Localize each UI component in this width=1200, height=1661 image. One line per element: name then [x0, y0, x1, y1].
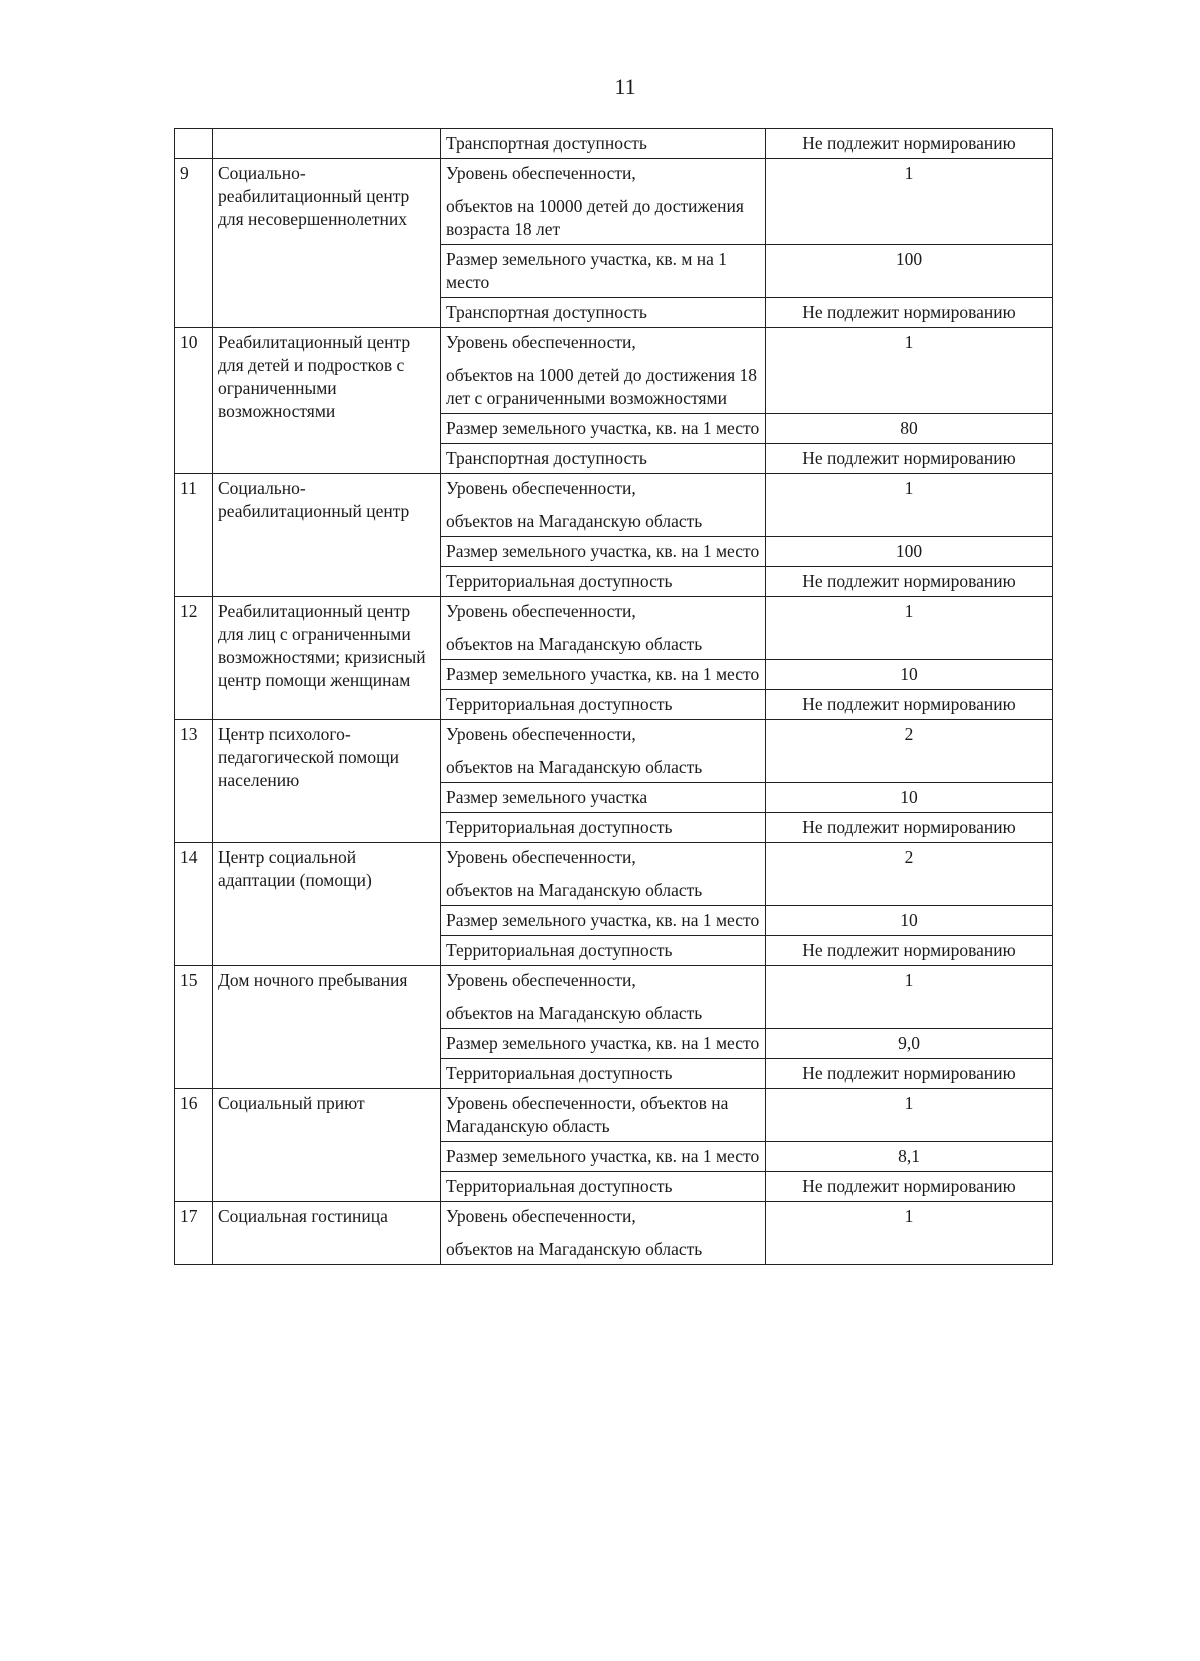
value-cell: Не подлежит нормированию	[766, 567, 1053, 597]
value-cell: Не подлежит нормированию	[766, 936, 1053, 966]
indicator-cell	[441, 1089, 766, 1142]
facility-name-cell: Реабилитационный центр для лиц с ограниченными возможностями; кризисный центр помощи женщинам	[213, 597, 441, 720]
value-cell: Не подлежит нормированию	[766, 813, 1053, 843]
value-cell: 1	[766, 966, 1053, 1029]
indicator-unit-label: объектов на Магаданскую область	[446, 1239, 703, 1259]
indicator-label: Территориальная доступность	[446, 1176, 673, 1196]
indicator-cell	[441, 328, 766, 414]
indicator-unit-label: объектов на Магаданскую область	[446, 634, 703, 654]
indicator-label: Размер земельного участка, кв. на 1 место	[446, 541, 760, 561]
indicator-label: Территориальная доступность	[446, 1063, 673, 1083]
row-number-cell: 11	[175, 474, 213, 597]
value-cell: Не подлежит нормированию	[766, 444, 1053, 474]
value-cell: Не подлежит нормированию	[766, 129, 1053, 159]
indicator-cell	[441, 1172, 766, 1202]
indicator-label: Размер земельного участка, кв. м на 1 место	[446, 249, 728, 292]
row-number-cell: 9	[175, 159, 213, 328]
indicator-label: Уровень обеспеченности,	[446, 1206, 636, 1226]
indicator-unit-label: объектов на 10000 детей до достижения возраста 18 лет	[446, 196, 744, 239]
value-cell: 100	[766, 537, 1053, 567]
indicator-label: Уровень обеспеченности,	[446, 847, 636, 867]
indicator-label: Уровень обеспеченности,	[446, 163, 636, 183]
value-cell: Не подлежит нормированию	[766, 298, 1053, 328]
row-number-cell: 12	[175, 597, 213, 720]
row-number-cell: 10	[175, 328, 213, 474]
row-number-cell: 16	[175, 1089, 213, 1202]
value-cell: 2	[766, 843, 1053, 906]
indicator-unit-label: объектов на Магаданскую область	[446, 757, 703, 777]
indicator-cell	[441, 1059, 766, 1089]
facility-name-cell: Социально-реабилитационный центр	[213, 474, 441, 597]
indicator-label: Территориальная доступность	[446, 817, 673, 837]
indicator-cell	[441, 843, 766, 906]
indicator-label: Уровень обеспеченности,	[446, 724, 636, 744]
indicator-cell	[441, 444, 766, 474]
indicator-cell	[441, 537, 766, 567]
indicator-cell	[441, 298, 766, 328]
facility-name-cell: Социальная гостиница	[213, 1202, 441, 1265]
facility-name-cell: Дом ночного пребывания	[213, 966, 441, 1089]
table-row	[175, 843, 1053, 906]
value-cell: 9,0	[766, 1029, 1053, 1059]
indicator-cell	[441, 720, 766, 783]
table-row	[175, 1202, 1053, 1265]
facility-name-cell: Социально-реабилитационный центр для несовершеннолетних	[213, 159, 441, 328]
indicator-label: Транспортная доступность	[446, 302, 647, 322]
table-row	[175, 474, 1053, 537]
indicator-label: Размер земельного участка, кв. на 1 место	[446, 1033, 760, 1053]
table-row	[175, 1089, 1053, 1142]
indicator-cell	[441, 966, 766, 1029]
indicator-label: Уровень обеспеченности,	[446, 601, 636, 621]
value-cell: 2	[766, 720, 1053, 783]
value-cell: 8,1	[766, 1142, 1053, 1172]
indicator-cell	[441, 159, 766, 245]
table-row-continuation	[175, 129, 1053, 159]
indicator-unit-label: объектов на 1000 детей до достижения 18 лет с ограниченными возможностями	[446, 365, 758, 408]
facility-name-cell: Центр социальной адаптации (помощи)	[213, 843, 441, 966]
indicator-unit-label: объектов на Магаданскую область	[446, 511, 703, 531]
indicator-label: Территориальная доступность	[446, 694, 673, 714]
value-cell: 10	[766, 660, 1053, 690]
indicator-cell	[441, 690, 766, 720]
indicator-cell	[441, 414, 766, 444]
indicator-label: Уровень обеспеченности, объектов на Магаданскую область	[446, 1093, 729, 1136]
indicator-label: Территориальная доступность	[446, 940, 673, 960]
indicator-label: Территориальная доступность	[446, 571, 673, 591]
table-row	[175, 966, 1053, 1029]
facility-name-cell: Реабилитационный центр для детей и подростков с ограниченными возможностями	[213, 328, 441, 474]
value-cell: 100	[766, 245, 1053, 298]
row-number-cell: 17	[175, 1202, 213, 1265]
indicator-cell	[441, 1029, 766, 1059]
indicator-unit-label: объектов на Магаданскую область	[446, 880, 703, 900]
indicator-label: Размер земельного участка, кв. на 1 место	[446, 1146, 760, 1166]
table-row	[175, 328, 1053, 414]
value-cell: Не подлежит нормированию	[766, 690, 1053, 720]
indicator-label: Уровень обеспеченности,	[446, 332, 636, 352]
indicator-cell	[441, 597, 766, 660]
indicator-label: Размер земельного участка	[446, 787, 648, 807]
value-cell: 10	[766, 783, 1053, 813]
row-number-cell: 13	[175, 720, 213, 843]
value-cell: 1	[766, 1089, 1053, 1142]
indicator-label: Размер земельного участка, кв. на 1 место	[446, 910, 760, 930]
indicator-label: Уровень обеспеченности,	[446, 970, 636, 990]
value-cell: 80	[766, 414, 1053, 444]
indicator-label: Уровень обеспеченности,	[446, 478, 636, 498]
value-cell: Не подлежит нормированию	[766, 1059, 1053, 1089]
value-cell: 1	[766, 1202, 1053, 1265]
value-cell: 10	[766, 906, 1053, 936]
indicator-label: Транспортная доступность	[446, 448, 647, 468]
value-cell: 1	[766, 328, 1053, 414]
value-cell: Не подлежит нормированию	[766, 1172, 1053, 1202]
row-number-cell	[175, 129, 213, 159]
indicator-cell	[441, 936, 766, 966]
indicator-cell	[441, 1202, 766, 1265]
norms-table	[174, 128, 1053, 1265]
value-cell: 1	[766, 474, 1053, 537]
indicator-label: Размер земельного участка, кв. на 1 место	[446, 418, 760, 438]
table-row	[175, 597, 1053, 660]
indicator-cell: Транспортная доступность	[441, 129, 766, 159]
indicator-cell	[441, 660, 766, 690]
table-row	[175, 720, 1053, 783]
facility-name-cell: Центр психолого-педагогической помощи населению	[213, 720, 441, 843]
indicator-cell	[441, 474, 766, 537]
value-cell: 1	[766, 159, 1053, 245]
indicator-cell	[441, 1142, 766, 1172]
facility-name-cell	[213, 129, 441, 159]
table-row	[175, 159, 1053, 245]
indicator-label: Размер земельного участка, кв. на 1 место	[446, 664, 760, 684]
indicator-cell	[441, 245, 766, 298]
value-cell: 1	[766, 597, 1053, 660]
row-number-cell: 15	[175, 966, 213, 1089]
indicator-cell	[441, 783, 766, 813]
page-number: 11	[614, 74, 636, 99]
norms-table-body	[175, 129, 1053, 1265]
indicator-cell	[441, 906, 766, 936]
row-number-cell: 14	[175, 843, 213, 966]
indicator-cell	[441, 567, 766, 597]
indicator-cell	[441, 813, 766, 843]
indicator-unit-label: объектов на Магаданскую область	[446, 1003, 703, 1023]
facility-name-cell: Социальный приют	[213, 1089, 441, 1202]
